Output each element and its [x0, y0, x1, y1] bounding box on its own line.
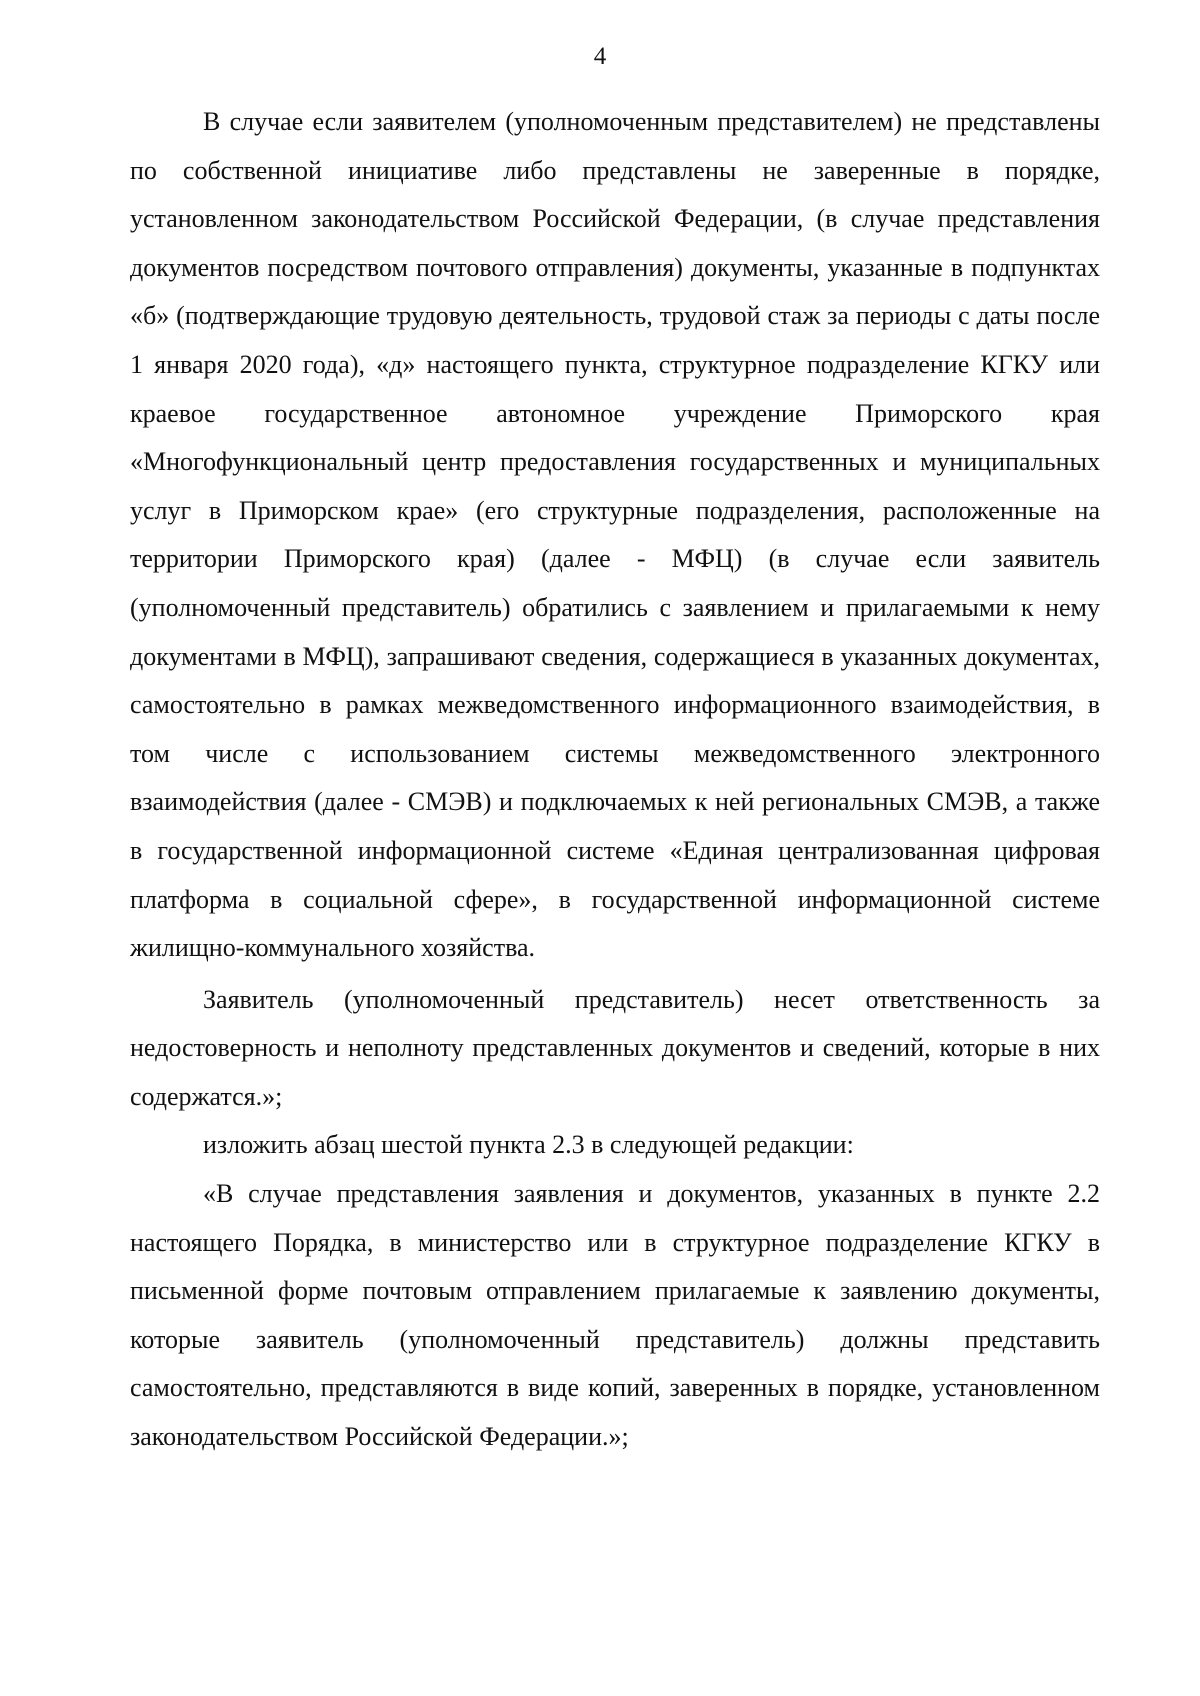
- paragraph-postal-copies: «В случае представления заявления и документов, указанных в пункте 2.2 настоящего Порядка, в министерство или в структурное подразделение КГКУ в письменной форме почтовым отправлением прилагаемые к заявлению документы, которые заявитель (уполномоченный представитель) должны представить самостоятельно, представляются в виде копий, заверенных в порядке, установленном законодательством Российской Федерации.»;: [130, 1179, 1100, 1452]
- paragraph-interagency-requests: В случае если заявителем (уполномоченным представителем) не представлены по собственной инициативе либо представлены не заверенные в порядке, установленном законодательством Российской Федерации, (в случае представления документов посредством почтового отправления) документы, указанные в подпунктах «б» (подтверждающие трудовую деятельность, трудовой стаж за периоды с даты после 1 января 2020 года), «д» настоящего пункта, структурное подразделение КГКУ или краевое государственное автономное учреждение Приморского края «Многофункциональный центр предоставления государственных и муниципальных услуг в Приморском крае» (его структурные подразделения, расположенные на территории Приморского края) (далее - МФЦ) (в случае если заявитель (уполномоченный представитель) обратились с заявлением и прилагаемыми к нему документами в МФЦ), запрашивают сведения, содержащиеся в указанных документах, самостоятельно в рамках межведомственного информационного взаимодействия, в том числе с использованием системы межведомственного электронного взаимодействия (далее - СМЭВ) и подключаемых к ней региональных СМЭВ, а также в государственной информационной системе «Единая централизованная цифровая платформа в социальной сфере», в государственной информационной системе жилищно-коммунального хозяйства.: [130, 107, 1100, 963]
- paragraph-amendment-instruction: изложить абзац шестой пункта 2.3 в следующей редакции:: [203, 1130, 854, 1160]
- paragraph-applicant-responsibility: Заявитель (уполномоченный представитель) несет ответственность за недостоверность и неполноту представленных документов и сведений, которые в них содержатся.»;: [130, 984, 1100, 1111]
- page-number: 4: [593, 43, 607, 70]
- document-body: [130, 98, 1100, 1462]
